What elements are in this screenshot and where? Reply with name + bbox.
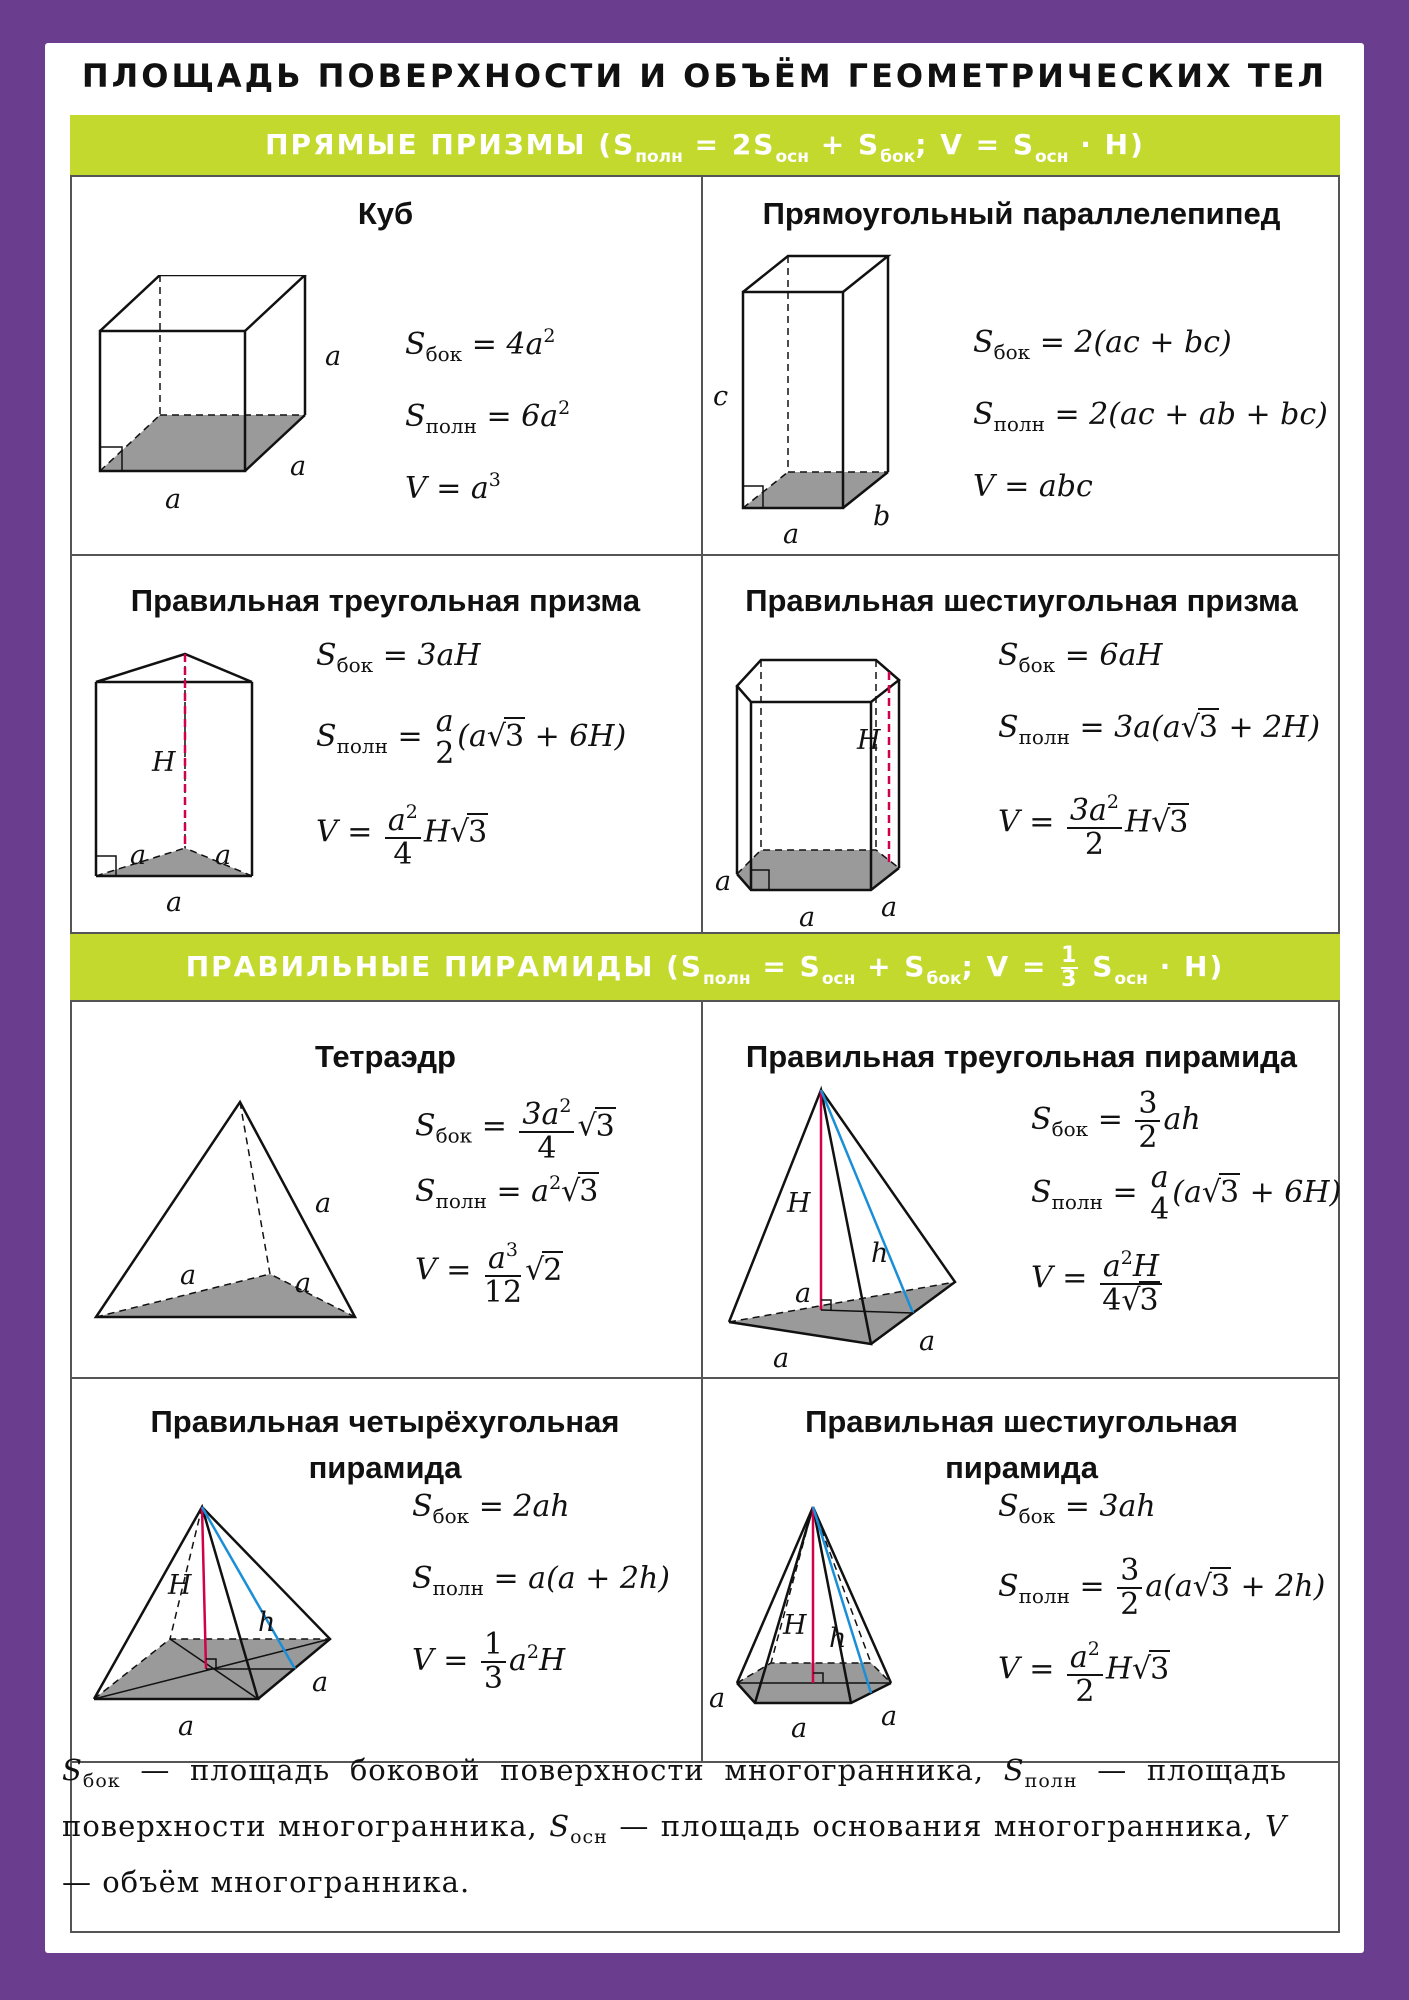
cell-quadrilateral-pyramid	[70, 1379, 701, 1761]
legend-text: $S_{бок}$ — площадь боковой поверхности многогранника, $S_{полн}$ — площадь поверхности многогранника, $S_{осн}$ — площадь основания многогранника, V — объём многогранника.	[62, 1753, 1288, 1899]
triangular-pyramid-figure	[723, 1082, 983, 1374]
height-label: H	[168, 1570, 192, 1601]
edge-label: b	[873, 501, 891, 532]
cell-triangular-prism	[70, 556, 701, 934]
cell-cube	[70, 175, 701, 554]
formula-s-lateral: $S_{бок} = 3ah$	[998, 1489, 1156, 1528]
formula-s-total: $S_{полн} = a(a + 2h)$	[412, 1561, 670, 1600]
edge-label: a	[180, 1260, 197, 1291]
quadrilateral-pyramid-figure	[90, 1499, 360, 1742]
formula-volume: V = abc	[973, 469, 1093, 504]
formula-volume: V = $\frac{3a^2}{2}$ H√3	[998, 786, 1189, 861]
cell-title: Прямоугольный параллелепипед	[762, 196, 1281, 231]
section-header-prisms: ПРЯМЫЕ ПРИЗМЫ ($S_{полн} = 2S_{осн} + S_{бок}$; $V = S_{осн} \cdot H$)	[70, 115, 1340, 175]
formula-volume: V = $\frac{a^2}{2}$ H√3	[998, 1633, 1170, 1708]
cuboid-figure	[713, 250, 928, 550]
edge-label: a	[165, 484, 182, 515]
formula-s-total: $S_{полн}$ = $\frac{3}{2}$ a(a√3 + 2h)	[998, 1553, 1326, 1622]
formula-s-total: $S_{полн} = 3a(a√3 + 2H)$	[998, 710, 1321, 749]
cell-title: Правильная шестиугольная пирамида	[805, 1404, 1238, 1485]
cell-title: Правильная треугольная пирамида	[745, 1039, 1298, 1074]
edge-label: a	[799, 902, 816, 933]
cell-title: Правильная шестиугольная призма	[745, 583, 1298, 618]
height-label: H	[857, 725, 881, 756]
tetrahedron-figure	[90, 1092, 360, 1342]
formula-s-total: $S_{полн}$ = a 2 (a√3 + 6H)	[316, 704, 627, 771]
page-title: ПЛОЩАДЬ ПОВЕРХНОСТИ И ОБЪЁМ ГЕОМЕТРИЧЕСКИХ ТЕЛ	[81, 57, 1328, 95]
formula-s-total: $S_{полн} = 6a^2$	[405, 397, 571, 438]
height-label: H	[152, 747, 176, 778]
cell-cuboid	[703, 175, 1340, 554]
edge-label: a	[130, 840, 147, 871]
cell-title: Куб	[357, 196, 414, 231]
formula-s-lateral: $S_{бок} = 4a^2$	[405, 325, 556, 366]
edge-label: a	[783, 519, 800, 550]
formula-s-lateral: $S_{бок}$ = $\frac{3}{2}$ ah	[1031, 1086, 1201, 1155]
formula-s-lateral: $S_{бок} = 2(ac + bc)$	[973, 325, 1232, 364]
edge-label: a	[166, 887, 183, 918]
formula-volume: V = $\frac{a^3}{12}$ √2	[415, 1234, 563, 1309]
cell-title: Правильная четырёхугольная пирамида	[150, 1404, 620, 1485]
formula-s-lateral: $S_{бок} = 3aH$	[316, 638, 481, 677]
edge-label: a	[795, 1278, 812, 1309]
formula-s-total: $S_{полн} = 2(ac$ + ab + bc)	[973, 397, 1328, 436]
formula-s-lateral: $S_{бок} = 2ah$	[412, 1489, 570, 1528]
edge-label: a	[295, 1268, 312, 1299]
formula-volume: V = $\frac{a^2H}{4√3}$	[1031, 1242, 1165, 1317]
edge-label: a	[919, 1326, 936, 1357]
poster-sheet	[45, 43, 1364, 1953]
section-header-pyramids: ПРАВИЛЬНЫЕ ПИРАМИДЫ ($S_{полн} = S_{осн} + S_{бок}$; V = $\frac{1}{3}$ $S_{осн} \cdot H$)	[70, 934, 1340, 1000]
hexagonal-pyramid-figure	[709, 1499, 931, 1744]
edge-label: a	[881, 892, 898, 923]
height-label: H	[787, 1188, 811, 1219]
hexagonal-prism-figure	[715, 654, 931, 933]
height-label: H	[783, 1610, 807, 1641]
formula-volume: $V = a^3$	[405, 469, 501, 506]
formula-s-total: $S_{полн}$ = a 4 (a√3 + 6H)	[1031, 1160, 1342, 1227]
formula-s-lateral: $S_{бок}$ = $\frac{3a^2}{4}$ √3	[415, 1090, 616, 1165]
edge-label: a	[312, 1667, 329, 1698]
apothem-label: h	[258, 1607, 276, 1638]
cell-title: Тетраэдр	[315, 1039, 456, 1074]
formula-volume: V = $\frac{1}{3}$ $a^2H$	[412, 1627, 566, 1696]
edge-label: a	[178, 1711, 195, 1742]
cell-tetrahedron	[70, 1002, 701, 1377]
edge-label: a	[325, 341, 342, 372]
cell-hexagonal-pyramid	[703, 1379, 1340, 1761]
formula-s-lateral: $S_{бок} = 6aH$	[998, 638, 1163, 677]
edge-label: a	[315, 1188, 332, 1219]
apothem-label: h	[871, 1238, 889, 1269]
cell-hexagonal-prism	[703, 556, 1340, 934]
cell-title: Правильная треугольная призма	[130, 583, 641, 618]
edge-label: a	[791, 1713, 808, 1744]
edge-label: a	[709, 1683, 726, 1714]
edge-label: c	[713, 381, 729, 412]
edge-label: a	[773, 1343, 790, 1374]
edge-label: a	[215, 840, 232, 871]
triangular-prism-figure	[90, 646, 270, 918]
edge-label: a	[715, 866, 732, 897]
edge-label: a	[290, 451, 307, 482]
cell-triangular-pyramid	[703, 1002, 1340, 1377]
formula-volume: V = $\frac{a^2}{4}$ H√3	[316, 796, 488, 871]
apothem-label: h	[829, 1623, 847, 1654]
edge-label: a	[881, 1701, 898, 1732]
cube-labels	[90, 275, 342, 515]
formula-s-total: $S_{полн} = a^2√3$	[415, 1172, 599, 1213]
